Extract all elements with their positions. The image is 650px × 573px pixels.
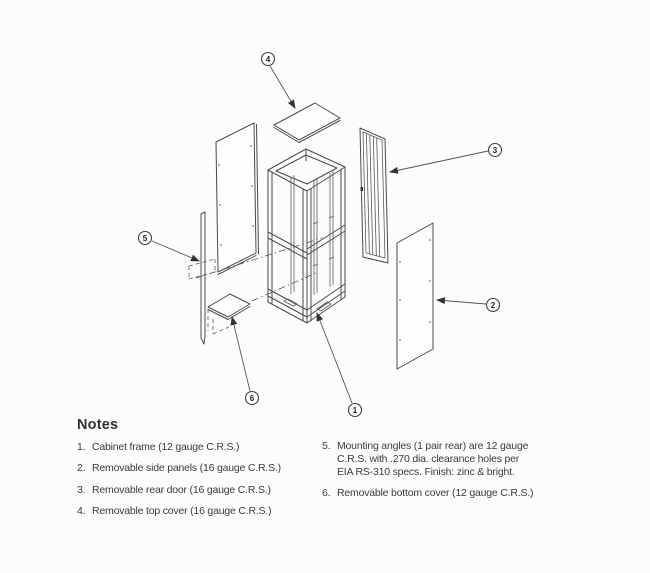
note-number: 5. [322,440,331,452]
note-number: 3. [77,483,86,496]
callout-4 [262,53,296,109]
callout-6 [232,317,259,405]
note-number: 4. [77,504,86,517]
callout-1-label: 1 [352,406,358,415]
mounting-angle-part [201,212,205,344]
note-number: 2. [77,462,86,475]
callout-5-label: 5 [142,234,148,243]
cabinet-frame-part [268,149,345,323]
note-number: 6. [322,486,331,499]
callout-6-label: 6 [249,394,255,403]
callout-3 [390,144,502,173]
note-text: Mounting angles (1 pair rear) are 12 gauge C.R.S. with .270 dia. clearance holes per EIA RS-310 specs. Finish: zinc & bright. [337,440,529,478]
bottom-cover-part [208,294,250,320]
callout-2-label: 2 [490,301,496,310]
callout-4-label: 4 [265,55,271,64]
callout-3-label: 3 [492,146,498,155]
note-text: Removable rear door (16 gauge C.R.S.) [92,483,271,496]
side-panel-right-part [397,223,433,369]
callout-1 [317,313,362,417]
note-text: Cabinet frame (12 gauge C.R.S.) [92,441,240,453]
note-number: 1. [77,441,86,453]
note-item-6 [322,487,534,500]
top-cover-part [274,103,340,143]
note-item-4 [77,505,327,518]
note-item-3 [77,484,327,497]
note-text: Removable side panels (16 gauge C.R.S.) [92,462,281,475]
door-latch [361,187,364,191]
rear-door-part [360,128,388,263]
note-item-1 [77,441,327,454]
callout-2 [437,299,500,312]
side-panel-left-part [216,123,259,275]
note-item-5 [322,440,534,478]
note-text: Removable bottom cover (12 gauge C.R.S.) [337,486,534,499]
notes-column-right [322,440,534,508]
callout-5 [139,232,200,262]
note-text: Removable top cover (16 gauge C.R.S.) [92,504,272,517]
notes-column-left [77,441,327,526]
notes-heading: Notes [77,417,119,433]
note-item-2 [77,462,327,475]
